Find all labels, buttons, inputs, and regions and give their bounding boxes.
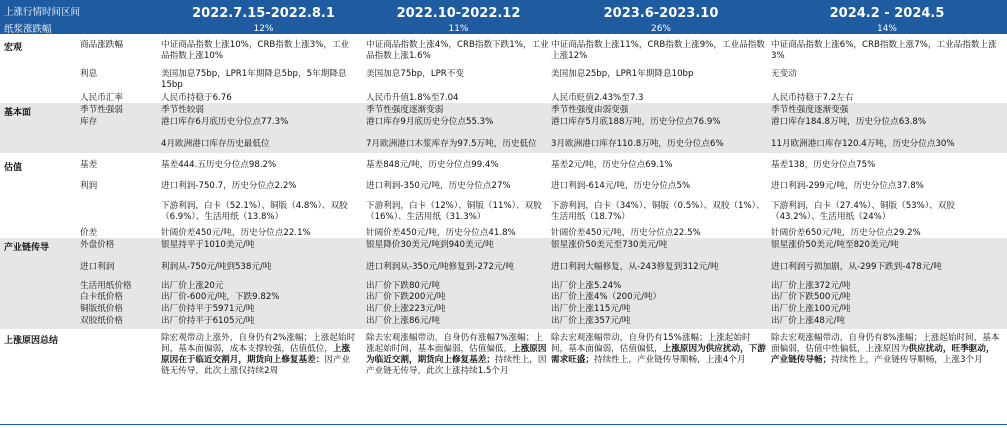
cell-outer: 银星涨价50美元至730美元/吨 <box>551 240 668 250</box>
period-title: 2022.7.15-2022.8.1 <box>192 6 335 21</box>
cell-profit1: 进口利润-750.7，历史分位点2.2% <box>161 181 297 191</box>
cell-reason <box>771 333 1003 366</box>
cell-offset: 出厂价上涨86元/吨 <box>366 316 440 326</box>
reason-text: 因产业链无传导，此次上涨仅持续2周 <box>161 355 351 376</box>
row-label: 商品涨跌幅 <box>80 40 123 50</box>
period-title: 2023.6-2023.10 <box>603 6 719 21</box>
cell-inv2: 7月欧洲港口木浆库存为97.5万吨，历史低位 <box>366 139 537 149</box>
cell-basis: 基差444.五历史分位点98.2% <box>161 160 277 170</box>
row-label: 库存 <box>80 117 98 127</box>
cell-inv1: 港口库存184.8万吨，历史分位点63.8% <box>771 117 927 127</box>
cell-ivory: 出厂价下跌500元/吨 <box>771 292 851 302</box>
cell-season: 季节性较弱 <box>161 105 204 115</box>
cell-inv2: 4月欧洲港口库存历史最低位 <box>161 139 270 149</box>
cell-offset: 出厂价上涨357元/吨 <box>551 316 631 326</box>
cell-rate: 美国加息25bp，LPR1年期降息10bp <box>551 69 694 79</box>
cell-season: 季节性强度逐渐变强 <box>771 105 849 115</box>
row-label: 生活用纸价格 <box>80 281 132 291</box>
reason-text: 除去宏观涨幅带动，自身仍有8%涨幅；上涨起始时间，基本面偏弱，估值中性偏低，上涨原因为 <box>771 333 1000 354</box>
row-label: 铜版纸价格 <box>80 304 123 314</box>
cell-rmb: 人民币升值1.8%至7.04 <box>366 93 459 103</box>
cell-inv2: 11月欧洲港口库存120.4万吨，历史分位点30% <box>771 139 955 149</box>
cell-import: 进口利润大幅修复，从-243修复到312元/吨 <box>551 262 719 272</box>
cell-profit2: 下游利润，白卡（34%）、铜版（0.5%）、双胶（1%）、生活用纸（18.7%） <box>551 201 765 222</box>
cell-inv1: 港口库存9月底历史分位点55.3% <box>366 117 494 127</box>
cell-copper: 出厂价持平于5971元/吨 <box>161 304 255 314</box>
row-label: 基差 <box>80 160 98 170</box>
cell-profit2: 下游利润，白卡（12%）、铜版（11%）、双胶（16%）、生活用纸（31.3%） <box>366 201 542 222</box>
cell-tissue: 出厂价上涨5.24% <box>551 281 622 291</box>
pulp-change: 26% <box>650 24 671 34</box>
row-label: 双胶纸价格 <box>80 316 123 326</box>
cell-offset: 出厂价持平于6105元/吨 <box>161 316 255 326</box>
cell-commodity: 中证商品指数上涨6%，CRB指数上涨7%，工业品指数上涨3% <box>771 40 997 61</box>
cell-commodity: 中证商品指数上涨11%，CRB指数上涨9%，工业品指数上涨12% <box>551 40 765 61</box>
cell-rate: 美国加息75bp，LPR1年期降息5bp，5年期降息15bp <box>161 69 347 90</box>
cell-basis: 基差848元/吨，历史分位点99.4% <box>366 160 499 170</box>
reason-text: 除去宏观涨幅带动，自身仍有涨幅7%涨幅；上涨起始时间，基本面偏弱，估值偏低， <box>366 333 543 354</box>
cell-reason <box>161 333 357 377</box>
cell-import: 利润从-750元/吨到538元/吨 <box>161 262 272 272</box>
section-fundamentals: 基本面 <box>4 108 32 118</box>
reason-highlight: 上涨原因为供应扰动，下游需求旺盛； <box>551 344 766 365</box>
cell-outer: 银星持平于1010美元/吨 <box>161 240 255 250</box>
row-label: 人民币汇率 <box>80 93 123 103</box>
pulp-change: 14% <box>876 24 897 34</box>
reason-text: 持续性上，因产业链无传导，此次上涨持续1.5个月 <box>366 355 547 376</box>
reason-text: 持续性上，产业链传导顺畅，上涨4个月 <box>593 355 746 365</box>
cell-offset: 出厂价上涨48元/吨 <box>771 316 845 326</box>
cell-rmb: 人民币持稳于7.2左右 <box>771 93 854 103</box>
cell-rate: 无变动 <box>771 69 797 79</box>
cell-rmb: 人民币持稳于6.76 <box>161 93 232 103</box>
row-label: 季节性强弱 <box>80 105 123 115</box>
reason-text: 持续性上，产业链传导顺畅，上涨3个月 <box>831 355 983 365</box>
period-title: 2024.2 - 2024.5 <box>829 6 945 21</box>
pulp-change: 12% <box>253 24 274 34</box>
change-row-label: 纸浆涨跌幅 <box>4 24 52 35</box>
table-bottom-rule <box>0 424 1007 425</box>
cell-profit1: 进口利润-614元/吨，历史分位点5% <box>551 181 691 191</box>
cell-inv1: 港口库存6月底历史分位点77.3% <box>161 117 289 127</box>
section-chain: 产业链传导 <box>4 243 50 253</box>
row-label: 进口利润 <box>80 262 115 272</box>
cell-copper: 出厂价上涨100元/吨 <box>771 304 851 314</box>
cell-tissue: 出厂价上涨20元 <box>161 281 224 291</box>
reason-highlight: 上涨原因为临近交割，期货向上修复基差； <box>366 344 547 365</box>
cell-profit2: 下游利润，白卡（52.1%）、铜版（4.8%）、双胶（6.9%）、生活用纸（13.8%） <box>161 201 348 222</box>
cell-profit1: 进口利润-350元/吨，历史分位点27% <box>366 181 511 191</box>
cell-outer: 银星降价30美元/吨到940美元/吨 <box>366 240 494 250</box>
row-label: 利润 <box>80 181 98 191</box>
cell-import: 进口利润从-350元/吨修复到-272元/吨 <box>366 262 514 272</box>
reason-text: 除去宏观涨幅带动，自身仍有15%涨幅；上涨起始时间，基本面偏弱，估值偏低， <box>551 333 751 354</box>
row-label: 白卡纸价格 <box>80 292 123 302</box>
cell-inv1: 港口库存5月底188万吨，历史分位点76.9% <box>551 117 721 127</box>
cell-tissue: 出厂价上涨372元/吨 <box>771 281 851 291</box>
cell-inv2: 3月欧洲港口库存110.8万吨，历史分位点6% <box>551 139 724 149</box>
cell-ivory: 出厂价上涨4%（200元/吨） <box>551 292 662 302</box>
cell-ivory: 出厂价-600元/吨，下跌9.82% <box>161 292 280 302</box>
cell-reason <box>366 333 551 377</box>
reason-highlight: 上涨原因在于临近交割月，期货向上修复基差： <box>161 344 351 365</box>
period-row-label: 上涨行情时间区间 <box>4 7 81 18</box>
cell-outer: 银星涨价50美元/吨至820美元/吨 <box>771 240 899 250</box>
cell-copper: 出厂价上涨115元/吨 <box>551 304 631 314</box>
cell-spread: 针阔价差450元/吨，历史分位点22.5% <box>551 228 701 238</box>
period-title: 2022.10-2022.12 <box>396 6 521 21</box>
row-label: 利息 <box>80 69 98 79</box>
cell-commodity: 中证商品指数上涨10%，CRB指数上涨3%，工业品指数上涨10% <box>161 40 350 61</box>
cell-reason <box>551 333 766 366</box>
section-macro: 宏观 <box>4 43 23 53</box>
cell-copper: 出厂价上涨223元/吨 <box>366 304 446 314</box>
cell-basis: 基差2元/吨，历史分位点69.1% <box>551 160 673 170</box>
cell-tissue: 出厂价下跌80元/吨 <box>366 281 440 291</box>
table-header <box>0 0 1007 34</box>
cell-profit1: 进口利润-299元/吨，历史分位点37.8% <box>771 181 924 191</box>
cell-spread: 针阔价差450元/吨，历史分位点22.1% <box>161 228 311 238</box>
row-label: 价差 <box>80 228 98 238</box>
cell-profit2: 下游利润，白卡（27.4%）、铜版（53%）、双胶（43.2%）、生活用纸（24%） <box>771 201 955 222</box>
reason-highlight: 供应扰动，旺季驱动，产业链传导畅； <box>771 344 995 365</box>
cell-basis: 基差138，历史分位点75% <box>771 160 876 170</box>
reason-text: 除宏观带动上涨外，自身仍有2%涨幅；上涨起始时间，基本面偏弱，成本支撑较强，估值低位， <box>161 333 356 354</box>
cell-spread: 针阔价差650元/吨，历史分位点29.2% <box>771 228 921 238</box>
cell-rate: 美国加息75bp，LPR不变 <box>366 69 464 79</box>
cell-commodity: 中证商品指数上涨4%，CRB指数下跌1%，工业品指数上涨1.6% <box>366 40 549 61</box>
section-valuation: 估值 <box>4 163 23 173</box>
cell-ivory: 出厂价下跌200元/吨 <box>366 292 446 302</box>
section-reason: 上涨原因总结 <box>4 336 59 346</box>
row-label: 外盘价格 <box>80 240 115 250</box>
cell-import: 进口利润亏损加剧，从-299下跌到-478元/吨 <box>771 262 942 272</box>
cell-season: 季节性强度由弱变强 <box>551 105 629 115</box>
pulp-change: 11% <box>448 24 469 34</box>
cell-rmb: 人民币贬值2.43%至7.3 <box>551 93 644 103</box>
cell-spread: 针阔价差450元/吨，历史分位点41.8% <box>366 228 516 238</box>
cell-season: 季节性强度逐渐变弱 <box>366 105 444 115</box>
